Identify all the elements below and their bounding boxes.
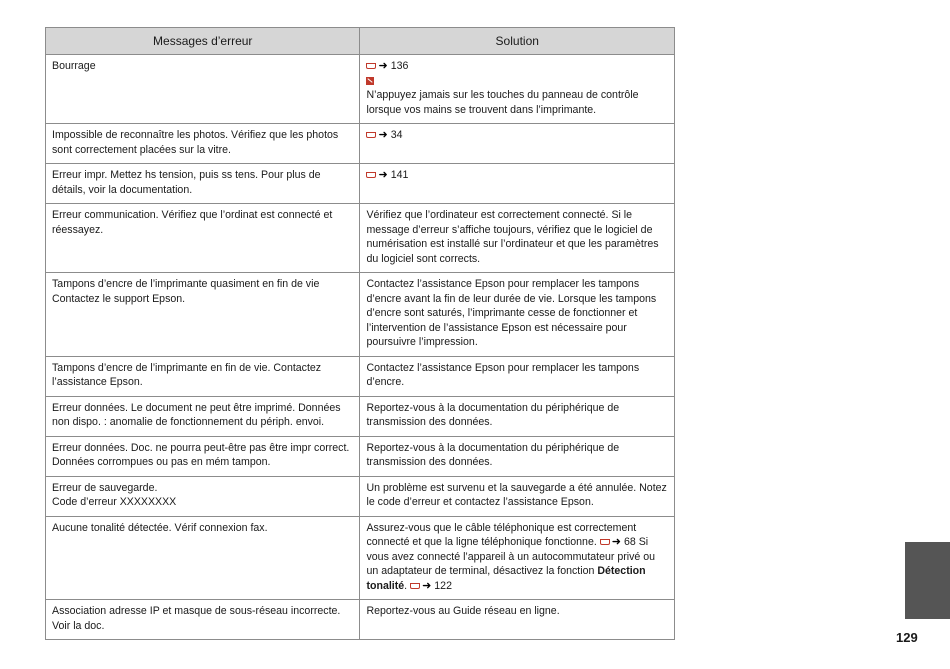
table-header-row (46, 28, 675, 55)
solution-text: Vérifiez que l’ordinateur est correctement connecté. Si le message d’erreur s’affiche toujours, vérifiez que le logiciel de numérisation est installé sur l’ordinateur et que les paramètres du logiciel sont corrects. (360, 204, 675, 273)
solution-text: Un problème est survenu et la sauvegarde a été annulée. Notez le code d’erreur et contactez l’assistance Epson. (360, 476, 675, 516)
error-code: Code d’erreur XXXXXXXX (52, 496, 177, 508)
page-reference (410, 580, 452, 592)
table-row (46, 273, 675, 357)
table-row (46, 476, 675, 516)
page-ref-number: 34 (390, 129, 403, 141)
solution-cell (360, 55, 675, 124)
book-icon (410, 583, 420, 589)
page-ref-number: 68 (623, 536, 636, 548)
table-row (46, 356, 675, 396)
error-message: Tampons d’encre de l’imprimante quasiment en fin de vie Contactez le support Epson. (46, 273, 360, 357)
error-messages-table (45, 27, 675, 640)
page-reference (366, 168, 668, 183)
page-ref-number: 136 (390, 60, 409, 72)
table-row (46, 600, 675, 640)
caution-line (366, 74, 668, 89)
solution-cell (360, 124, 675, 164)
arrow-right-icon: ➜ (378, 169, 388, 181)
caution-icon (366, 77, 374, 85)
table-row (46, 124, 675, 164)
solution-text: Reportez-vous à la documentation du périphérique de transmission des données. (360, 436, 675, 476)
book-icon (366, 132, 376, 138)
error-message: Erreur impr. Mettez hs tension, puis ss tens. Pour plus de détails, voir la documentation. (46, 164, 360, 204)
solution-text: Contactez l’assistance Epson pour remplacer les tampons d’encre avant la fin de leur durée de vie. Lorsque les tampons d’encre sont saturés, l’imprimante cesse de fonctionner et l’intervention de l’assistance Epson est nécessaire pour poursuivre l’impression. (360, 273, 675, 357)
error-message-cell (46, 476, 360, 516)
arrow-right-icon: ➜ (378, 129, 388, 141)
error-message: Erreur données. Doc. ne pourra peut-être pas être impr correct. Données corrompues ou pas en mém tampon. (46, 436, 360, 476)
error-message: Bourrage (46, 55, 360, 124)
error-message: Association adresse IP et masque de sous-réseau incorrecte. Voir la doc. (46, 600, 360, 640)
function-name: Détection tonalité (366, 565, 646, 592)
book-icon (366, 172, 376, 178)
page-number: 129 (896, 630, 918, 645)
solution-text: Contactez l’assistance Epson pour remplacer les tampons d’encre. (360, 356, 675, 396)
page-reference (366, 128, 668, 143)
section-tab (905, 542, 950, 619)
page-reference (366, 59, 668, 74)
solution-text: Assurez-vous que le câble téléphonique est correctement connecté et que la ligne téléphonique fonctionne. (366, 521, 637, 548)
table-row (46, 436, 675, 476)
header-messages: Messages d’erreur (46, 28, 360, 55)
solution-cell (360, 516, 675, 600)
punctuation: . (404, 579, 408, 592)
arrow-right-icon: ➜ (422, 579, 432, 592)
solution-text: Reportez-vous à la documentation du périphérique de transmission des données. (360, 396, 675, 436)
table-row (46, 396, 675, 436)
error-message: Erreur de sauvegarde. (52, 481, 158, 494)
arrow-right-icon: ➜ (611, 536, 621, 548)
book-icon (366, 63, 376, 69)
solution-text: Reportez-vous au Guide réseau en ligne. (360, 600, 675, 640)
page-ref-number: 122 (434, 579, 452, 592)
caution-note: N’appuyez jamais sur les touches du panneau de contrôle lorsque vos mains se trouvent dans l’imprimante. (366, 89, 639, 116)
table-row (46, 55, 675, 124)
arrow-right-icon: ➜ (378, 60, 388, 72)
table-row (46, 516, 675, 600)
error-message: Erreur communication. Vérifiez que l’ordinat est connecté et réessayez. (46, 204, 360, 273)
error-message: Erreur données. Le document ne peut être imprimé. Données non dispo. : anomalie de fonctionnement du périph. envoi. (46, 396, 360, 436)
book-icon (600, 539, 610, 545)
table-row (46, 204, 675, 273)
page-reference (600, 536, 636, 548)
table-row (46, 164, 675, 204)
header-solution: Solution (360, 28, 675, 55)
solution-text: Si vous avez connecté l’appareil à un autocommutateur privé ou un adaptateur de terminal, désactivez la fonction (366, 536, 656, 577)
error-message: Aucune tonalité détectée. Vérif connexion fax. (46, 516, 360, 600)
error-message: Tampons d’encre de l’imprimante en fin de vie. Contactez l’assistance Epson. (46, 356, 360, 396)
page-ref-number: 141 (390, 169, 409, 181)
solution-cell (360, 164, 675, 204)
error-message: Impossible de reconnaître les photos. Vérifiez que les photos sont correctement placées sur la vitre. (46, 124, 360, 164)
